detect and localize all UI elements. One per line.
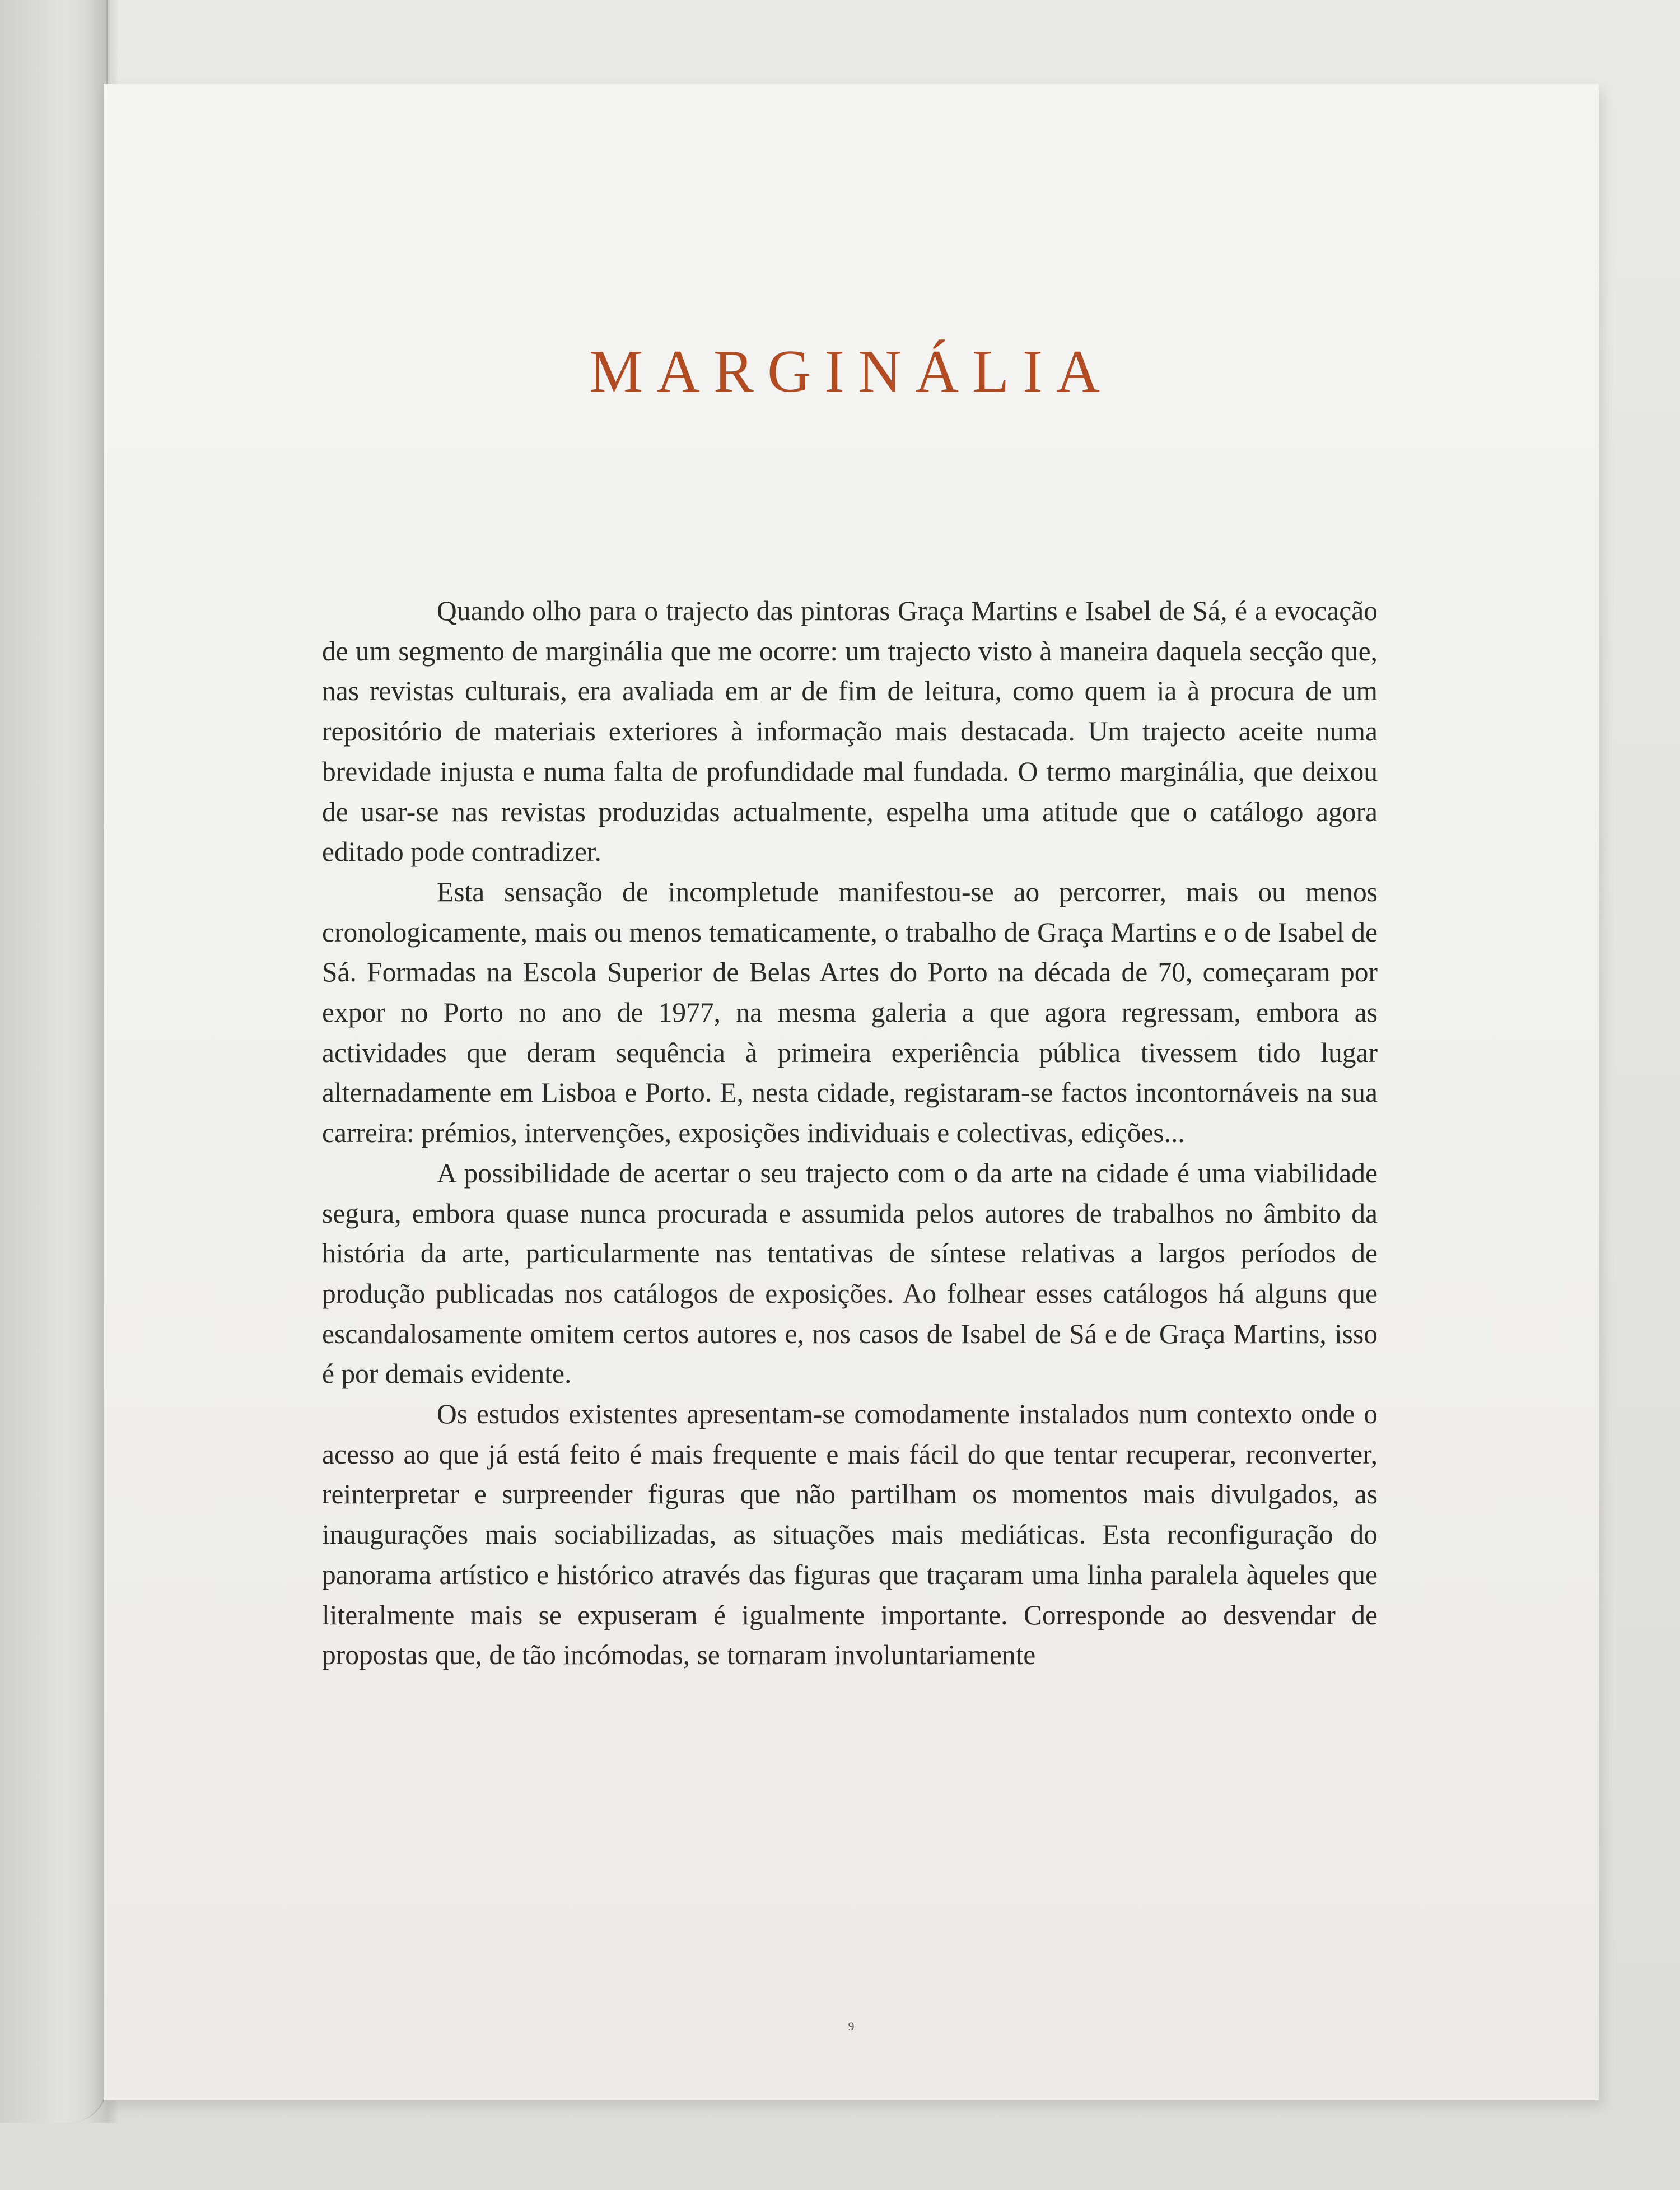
body-text <box>322 591 1378 1675</box>
paragraph: Esta sensação de incompletude manifestou-se ao percorrer, mais ou menos cronologicamente, mais ou menos tematicamente, o trabalho de Graça Martins e o de Isabel de Sá. Formadas na Escola Superior de Belas Artes do Porto na década de 70, começaram por expor no Porto no ano de 1977, na mesma galeria a que agora regressam, embora as actividades que deram sequência à primeira experiência pública tivessem tido lugar alternadamente em Lisboa e Porto. E, nesta cidade, registaram-se factos incontornáveis na sua carreira: prémios, intervenções, exposições individuais e colectivas, edições... <box>322 876 1378 1149</box>
page-number: 9 <box>848 2019 855 2033</box>
book-page <box>104 84 1599 2100</box>
paragraph: Os estudos existentes apresentam-se comodamente instalados num contexto onde o acesso ao que já está feito é mais frequente e mais fácil do que tentar recuperar, reconverter, reinterpretar e surpreender figuras que não partilham os momentos mais divulgados, as inaugurações mais sociabilizadas, as situações mais mediáticas. Esta reconfiguração do panorama artístico e histórico através das figuras que traçaram uma linha paralela àqueles que literalmente mais se expuseram é igualmente importante. Corresponde ao desvendar de propostas que, de tão incómodas, se tornaram involuntariamente <box>322 1399 1378 1671</box>
page-title: MARGINÁLIA <box>589 338 1113 405</box>
paragraph: Quando olho para o trajecto das pintoras Graça Martins e Isabel de Sá, é a evocação de um segmento de marginália que me ocorre: um trajecto visto à maneira daquela secção que, nas revistas culturais, era avaliada em ar de fim de leitura, como quem ia à procura de um repositório de materiais exteriores à informação mais destacada. Um trajecto aceite numa brevidade injusta e numa falta de profundidade mal fundada. O termo marginália, que deixou de usar-se nas revistas produzidas actualmente, espelha uma atitude que o catálogo agora editado pode contradizer. <box>322 595 1378 868</box>
paragraph: A possibilidade de acertar o seu trajecto com o da arte na cidade é uma viabilidade segura, embora quase nunca procurada e assumida pelos autores de trabalhos no âmbito da história da arte, particularmente nas tentativas de síntese relativas a largos períodos de produção publicadas nos catálogos de exposições. Ao folhear esses catálogos há alguns que escandalosamente omitem certos autores e, nos casos de Isabel de Sá e de Graça Martins, isso é por demais evidente. <box>322 1157 1378 1390</box>
